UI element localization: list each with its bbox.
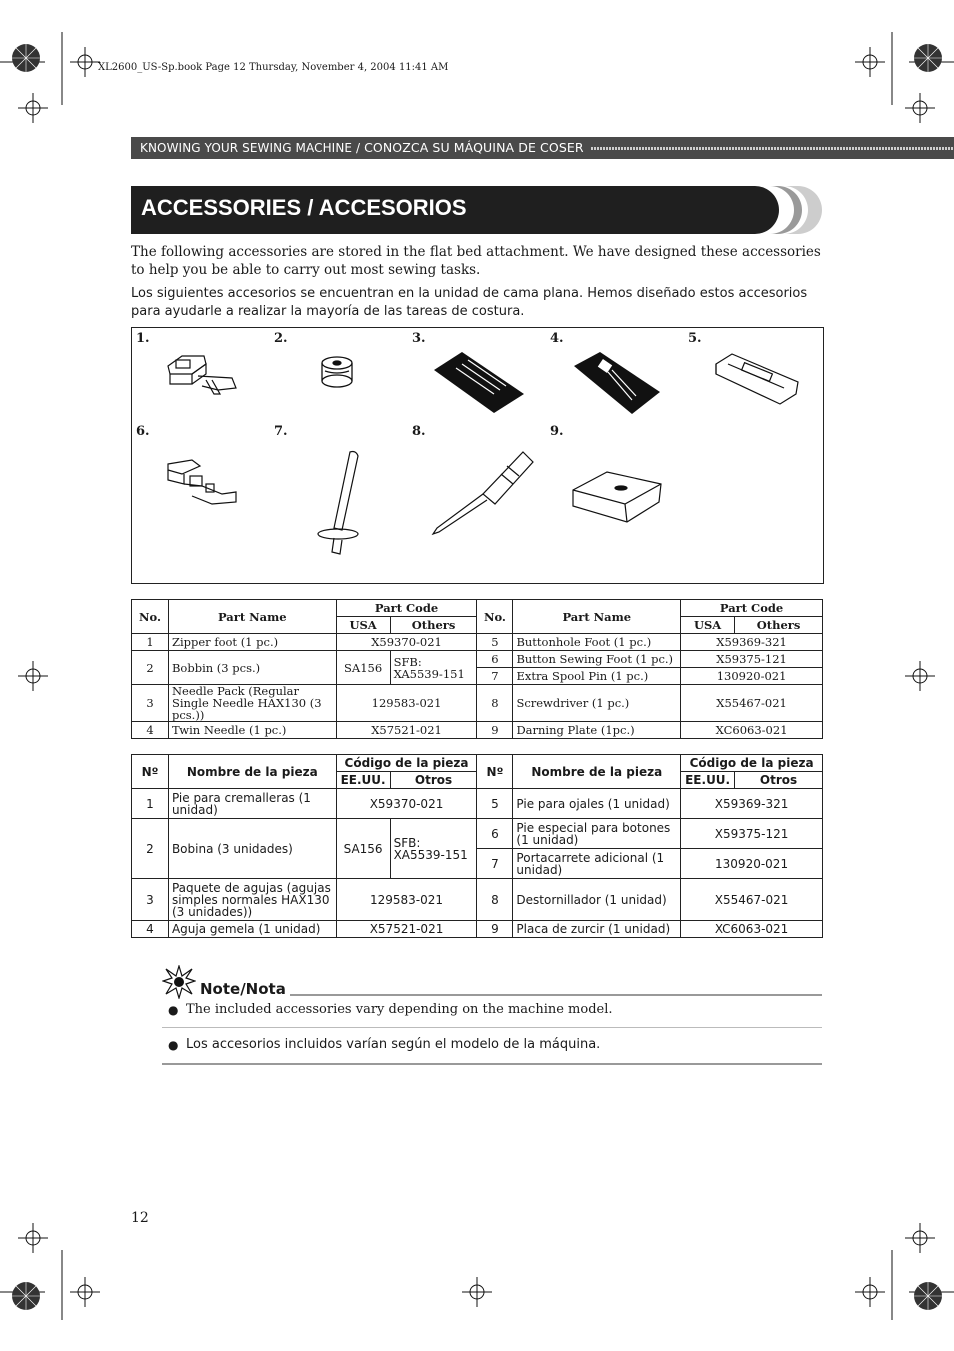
table-row [132, 685, 823, 722]
note-divider [162, 1027, 822, 1028]
header-usa: EE.UU. [336, 772, 390, 789]
row-others-code: SFB: XA5539-151 [390, 819, 477, 879]
row-part-code: X59375-121 [681, 819, 823, 849]
file-info: XL2600_US-Sp.book Page 12 Thursday, November 4, 2004 11:41 AM [98, 62, 449, 73]
row-part-code: XC6063-021 [681, 722, 823, 739]
row-part-name: Darning Plate (1pc.) [513, 722, 681, 739]
accessory-number: 6. [136, 424, 150, 439]
row-no: 3 [132, 879, 169, 921]
row-no: 6 [477, 651, 513, 668]
accessory-number: 7. [274, 424, 288, 439]
row-no: 9 [477, 722, 513, 739]
row-no: 1 [132, 634, 169, 651]
page-title: ACCESSORIES / ACCESORIOS [141, 195, 467, 220]
row-no: 4 [132, 722, 169, 739]
accessory-number: 2. [274, 331, 288, 346]
row-part-name: Destornillador (1 unidad) [513, 879, 681, 921]
row-no: 8 [477, 879, 513, 921]
header-others: Otros [735, 772, 823, 789]
row-part-name: Pie para ojales (1 unidad) [513, 789, 681, 819]
accessory-number: 1. [136, 331, 150, 346]
row-no: 1 [132, 789, 169, 819]
note-text-english: The included accessories vary depending on the machine model. [186, 1002, 613, 1017]
row-no: 8 [477, 685, 513, 722]
header-no: No. [132, 600, 169, 634]
row-part-name: Bobbin (3 pcs.) [168, 651, 336, 685]
row-part-name: Bobina (3 unidades) [168, 819, 336, 879]
darning-plate-icon [567, 468, 667, 528]
zipper-foot-icon [162, 350, 242, 400]
header-part-code: Part Code [336, 600, 477, 617]
row-no: 9 [477, 921, 513, 938]
row-part-code: X59370-021 [336, 634, 477, 651]
note-starburst-icon [162, 965, 196, 999]
header-usa: USA [681, 617, 735, 634]
row-part-name: Paquete de agujas (agujas simples normales HAX130 (3 unidades)) [168, 879, 336, 921]
spool-pin-icon [312, 448, 372, 560]
accessory-number: 3. [412, 331, 426, 346]
row-part-name: Needle Pack (Regular Single Needle HAX130 (3 pcs.)) [168, 685, 336, 722]
note-bottom-rule [162, 1063, 822, 1065]
table-row [132, 789, 823, 819]
row-no: 7 [477, 849, 513, 879]
title-decoration [770, 186, 826, 234]
header-usa: USA [336, 617, 390, 634]
row-part-name: Pie para cremalleras (1 unidad) [168, 789, 336, 819]
intro-english: The following accessories are stored in the flat bed attachment. We have designed these accessories to help you be able to carry out most sewing tasks. [131, 244, 821, 278]
header-part-name: Nombre de la pieza [168, 755, 336, 789]
header-part-name: Part Name [513, 600, 681, 634]
row-part-name: Buttonhole Foot (1 pc.) [513, 634, 681, 651]
row-usa-code: SA156 [336, 651, 390, 685]
header-part-code: Código de la pieza [336, 755, 477, 772]
page-title-banner [131, 186, 779, 234]
row-no: 4 [132, 921, 169, 938]
row-part-code: 129583-021 [336, 879, 477, 921]
section-title-es: CONOZCA SU MÁQUINA DE COSER [364, 140, 584, 155]
row-part-name: Screwdriver (1 pc.) [513, 685, 681, 722]
section-header-bar [131, 137, 954, 159]
row-others-code: SFB: XA5539-151 [390, 651, 477, 685]
row-part-code: 130920-021 [681, 668, 823, 685]
row-no: 7 [477, 668, 513, 685]
row-usa-code: SA156 [336, 819, 390, 879]
row-part-name: Twin Needle (1 pc.) [168, 722, 336, 739]
row-no: 5 [477, 634, 513, 651]
row-part-code: X59369-321 [681, 634, 823, 651]
accessories-illustration-box [131, 327, 824, 584]
table-row [132, 879, 823, 921]
header-others: Otros [390, 772, 477, 789]
row-no: 5 [477, 789, 513, 819]
row-part-code: X59369-321 [681, 789, 823, 819]
row-part-code: X55467-021 [681, 879, 823, 921]
row-no: 6 [477, 819, 513, 849]
table-row [132, 634, 823, 651]
row-no: 3 [132, 685, 169, 722]
accessory-number: 5. [688, 331, 702, 346]
header-no: No. [477, 600, 513, 634]
bullet-icon: ● [168, 1003, 179, 1017]
row-no: 2 [132, 819, 169, 879]
row-part-code: X57521-021 [336, 722, 477, 739]
header-part-name: Part Name [168, 600, 336, 634]
section-bar-rule [591, 147, 954, 150]
note-title: Note/Nota [200, 980, 286, 998]
accessory-number: 8. [412, 424, 426, 439]
row-part-code: 130920-021 [681, 849, 823, 879]
row-part-code: X59370-021 [336, 789, 477, 819]
table-row [132, 722, 823, 739]
row-part-code: 129583-021 [336, 685, 477, 722]
header-part-name: Nombre de la pieza [513, 755, 681, 789]
table-row [132, 921, 823, 938]
row-part-name: Extra Spool Pin (1 pc.) [513, 668, 681, 685]
accessory-number: 9. [550, 424, 564, 439]
table-row [132, 651, 823, 668]
accessory-number: 4. [550, 331, 564, 346]
row-part-code: X59375-121 [681, 651, 823, 668]
row-part-code: X57521-021 [336, 921, 477, 938]
table-row [132, 819, 823, 849]
header-usa: EE.UU. [681, 772, 735, 789]
header-part-code: Part Code [681, 600, 823, 617]
note-text-spanish: Los accesorios incluidos varían según el modelo de la máquina. [186, 1037, 601, 1052]
button-sewing-foot-icon [162, 456, 242, 511]
bullet-icon: ● [168, 1038, 179, 1052]
row-part-name: Button Sewing Foot (1 pc.) [513, 651, 681, 668]
header-no: Nº [477, 755, 513, 789]
row-part-name: Placa de zurcir (1 unidad) [513, 921, 681, 938]
row-no: 2 [132, 651, 169, 685]
header-others: Others [735, 617, 823, 634]
needle-pack-icon [432, 350, 527, 415]
header-others: Others [390, 617, 477, 634]
row-part-code: XC6063-021 [681, 921, 823, 938]
parts-table-english [131, 599, 823, 739]
row-part-name: Pie especial para botones (1 unidad) [513, 819, 681, 849]
page-number: 12 [131, 1210, 149, 1226]
section-title-en: KNOWING YOUR SEWING MACHINE / [140, 141, 365, 155]
parts-table-spanish [131, 754, 823, 938]
header-part-code: Código de la pieza [681, 755, 823, 772]
bobbin-icon [317, 353, 357, 393]
row-part-code: X55467-021 [681, 685, 823, 722]
twin-needle-icon [572, 350, 662, 416]
row-part-name: Zipper foot (1 pc.) [168, 634, 336, 651]
intro-spanish: Los siguientes accesorios se encuentran en la unidad de cama plana. Hemos diseñado estos accesorios para ayudarle a realizar la mayoría de las tareas de costura. [131, 286, 808, 319]
note-title-rule [290, 994, 822, 996]
header-no: Nº [132, 755, 169, 789]
buttonhole-foot-icon [712, 352, 802, 407]
row-part-name: Portacarrete adicional (1 unidad) [513, 849, 681, 879]
row-part-name: Aguja gemela (1 unidad) [168, 921, 336, 938]
screwdriver-icon [427, 448, 537, 538]
